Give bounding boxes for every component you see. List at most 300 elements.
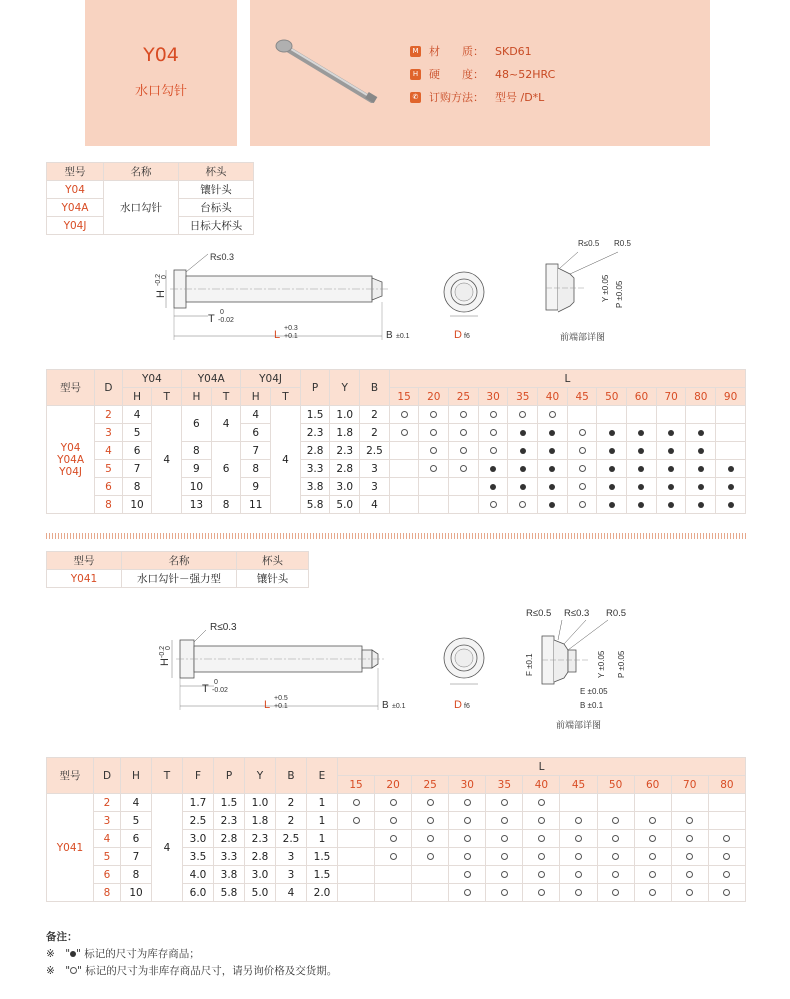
detail-caption: 前端部详图 [556, 720, 602, 730]
length-cell [627, 478, 657, 496]
note-text: " 标记的尺寸为非库存商品尺寸，请另询价格及交货期。 [77, 965, 338, 977]
stock-dot-icon [609, 484, 615, 490]
b-cell: 2 [276, 812, 307, 830]
note-prefix: ※ " [46, 948, 71, 960]
nonstock-circle-icon [612, 853, 619, 860]
length-cell [508, 442, 538, 460]
length-cell [508, 406, 538, 424]
th-l-value: 20 [419, 388, 449, 406]
nonstock-circle-icon [723, 871, 730, 878]
nonstock-circle-icon [579, 501, 586, 508]
length-cell [627, 496, 657, 514]
nonstock-circle-icon [686, 817, 693, 824]
f-cell: 6.0 [183, 884, 214, 902]
nonstock-circle-icon [649, 817, 656, 824]
detail-r2: R0.5 [614, 239, 631, 248]
nonstock-circle-icon [490, 447, 497, 454]
length-cell [634, 884, 671, 902]
y-cell: 5.0 [330, 496, 360, 514]
stock-dot-icon [638, 502, 644, 508]
b-cell: 3 [276, 866, 307, 884]
p-cell: 3.8 [300, 478, 330, 496]
th-l-value: 30 [478, 388, 508, 406]
length-cell [338, 848, 375, 866]
length-cell [656, 460, 686, 478]
th-d: D [95, 370, 123, 406]
length-cell [560, 848, 597, 866]
length-cell [597, 812, 634, 830]
head-cell: 镶针头 [237, 570, 309, 588]
length-cell [671, 812, 708, 830]
length-cell [478, 496, 508, 514]
pin-end-view [444, 272, 484, 316]
table2-subheader [47, 388, 746, 406]
stock-dot-icon [520, 484, 526, 490]
th-sub: H [241, 388, 271, 406]
detail-r3: R0.5 [606, 608, 627, 619]
th-l: L [389, 370, 745, 388]
d-cell: 5 [95, 460, 123, 478]
notes-title: 备注： [46, 931, 78, 943]
length-cell [486, 794, 523, 812]
section-divider [46, 533, 746, 539]
length-cell [567, 460, 597, 478]
detail-r1: R≤0.5 [526, 608, 552, 619]
stock-dot-icon [668, 484, 674, 490]
length-cell [597, 830, 634, 848]
note-text: " 标记的尺寸为库存商品； [76, 948, 200, 960]
stock-dot-icon [609, 448, 615, 454]
length-cell [486, 830, 523, 848]
length-cell [686, 460, 716, 478]
d-cell: 6 [95, 478, 123, 496]
nonstock-circle-icon [430, 447, 437, 454]
detail-r2: R≤0.3 [564, 608, 590, 619]
length-cell [538, 496, 568, 514]
f-cell: 4.0 [183, 866, 214, 884]
h-cell: 5 [122, 424, 152, 442]
length-cell [486, 812, 523, 830]
length-cell [419, 424, 449, 442]
length-cell [375, 794, 412, 812]
th-group-y04j: Y04J [241, 370, 300, 388]
col-model: 型号 [47, 163, 104, 181]
th-l-value: 25 [412, 776, 449, 794]
nonstock-circle-icon [538, 889, 545, 896]
d-label: D [454, 699, 462, 711]
length-cell [656, 424, 686, 442]
d-cell: 3 [94, 812, 121, 830]
h-cell: 5 [121, 812, 152, 830]
length-cell [538, 478, 568, 496]
pin-end-view [444, 638, 484, 684]
b-cell: 2 [360, 424, 390, 442]
nonstock-circle-icon [427, 799, 434, 806]
b-cell: 3 [360, 460, 390, 478]
table-row [47, 181, 254, 199]
length-cell [716, 478, 746, 496]
technical-drawing-1 [150, 239, 640, 350]
th-col: B [276, 758, 307, 794]
length-cell [627, 442, 657, 460]
nonstock-circle-icon [612, 889, 619, 896]
p-cell: 1.5 [214, 794, 245, 812]
stock-dot-icon [609, 466, 615, 472]
model-name-table [46, 162, 254, 235]
length-cell [567, 442, 597, 460]
nonstock-circle-icon [686, 835, 693, 842]
length-cell [597, 866, 634, 884]
nonstock-circle-icon [501, 817, 508, 824]
d-cell: 3 [95, 424, 123, 442]
phone-icon: ✆ [410, 92, 421, 103]
stock-dot-icon [698, 448, 704, 454]
nonstock-circle-icon [460, 429, 467, 436]
th-group-y04a: Y04A [182, 370, 241, 388]
size-table-y041 [46, 757, 746, 902]
table-row [47, 570, 309, 588]
col-head: 杯头 [237, 552, 309, 570]
d-cell: 2 [94, 794, 121, 812]
length-cell [449, 442, 479, 460]
length-cell [671, 884, 708, 902]
nonstock-circle-icon [575, 871, 582, 878]
e-cell: 1.5 [307, 848, 338, 866]
t-label: T [202, 683, 209, 695]
nonstock-circle-icon [575, 889, 582, 896]
length-cell [560, 830, 597, 848]
nonstock-circle-icon [723, 835, 730, 842]
stock-dot-icon [490, 466, 496, 472]
spec-material [410, 43, 532, 59]
length-cell [597, 478, 627, 496]
length-cell [412, 830, 449, 848]
length-cell [708, 848, 745, 866]
length-cell [508, 424, 538, 442]
h-cell: 6 [121, 830, 152, 848]
b-cell: 4 [276, 884, 307, 902]
h-cell: 8 [121, 866, 152, 884]
detail-caption: 前端部详图 [560, 332, 606, 342]
table-row [47, 442, 746, 460]
h-cell: 13 [182, 496, 212, 514]
stock-dot-icon [520, 466, 526, 472]
model-label: Y04J [59, 465, 82, 478]
length-cell [567, 496, 597, 514]
nonstock-circle-icon [501, 889, 508, 896]
h-cell: 7 [121, 848, 152, 866]
th-l-value: 60 [627, 388, 657, 406]
stock-dot-icon [638, 484, 644, 490]
p-cell: 3.3 [300, 460, 330, 478]
l-tol-top: +0.3 [284, 325, 298, 332]
size-table-y04 [46, 369, 746, 514]
table-row [47, 884, 746, 902]
h-cell: 10 [121, 884, 152, 902]
y-cell: 3.0 [245, 866, 276, 884]
th-l-value: 50 [597, 776, 634, 794]
model-cell: Y041 [47, 570, 122, 588]
length-cell [389, 424, 419, 442]
table-row [47, 496, 746, 514]
length-cell [389, 406, 419, 424]
table-row [47, 794, 746, 812]
y-cell: 1.8 [330, 424, 360, 442]
length-cell [338, 794, 375, 812]
nonstock-circle-icon [649, 835, 656, 842]
d-cell: 8 [94, 884, 121, 902]
th-l-value: 70 [656, 388, 686, 406]
length-cell [671, 830, 708, 848]
length-cell [508, 460, 538, 478]
spec-label: 订购方法： [429, 91, 484, 104]
length-cell [478, 406, 508, 424]
p-cell: 2.8 [300, 442, 330, 460]
length-cell [671, 848, 708, 866]
stock-dot-icon [549, 484, 555, 490]
th-col: F [183, 758, 214, 794]
nonstock-circle-icon [612, 835, 619, 842]
e-cell: 1.5 [307, 866, 338, 884]
length-cell [597, 848, 634, 866]
b-label: B [382, 700, 389, 711]
stock-dot-icon [549, 466, 555, 472]
length-cell [449, 406, 479, 424]
length-cell [338, 884, 375, 902]
h-tol-top: 0 [161, 275, 168, 279]
stock-dot-icon [728, 502, 734, 508]
r-label: R≤0.3 [210, 252, 234, 262]
table-row [47, 478, 746, 496]
stock-dot-icon [638, 430, 644, 436]
l-label: L [264, 699, 271, 711]
nonstock-circle-icon [538, 835, 545, 842]
length-cell [412, 884, 449, 902]
detail-p: P ±0.05 [615, 280, 624, 308]
h-cell: 7 [241, 442, 271, 460]
length-cell [716, 460, 746, 478]
nonstock-circle-icon [401, 411, 408, 418]
p-cell: 5.8 [300, 496, 330, 514]
stock-dot-icon [638, 466, 644, 472]
note-line-stock [46, 946, 337, 963]
l-tol-top: +0.5 [274, 695, 288, 702]
length-cell [523, 866, 560, 884]
nonstock-circle-icon [575, 853, 582, 860]
t-cell: 6 [211, 442, 241, 496]
nonstock-circle-icon [464, 889, 471, 896]
length-cell [538, 442, 568, 460]
length-cell [597, 884, 634, 902]
length-cell [389, 478, 419, 496]
b-tol: ±0.1 [392, 703, 406, 710]
th-l-value: 35 [486, 776, 523, 794]
nonstock-circle-icon [460, 411, 467, 418]
f-cell: 1.7 [183, 794, 214, 812]
length-cell [716, 406, 746, 424]
f-cell: 3.0 [183, 830, 214, 848]
b-label: B [386, 330, 393, 341]
h-cell: 6 [241, 424, 271, 442]
d-cell: 5 [94, 848, 121, 866]
length-cell [419, 478, 449, 496]
th-group-y04: Y04 [122, 370, 181, 388]
y-cell: 2.3 [330, 442, 360, 460]
length-cell [597, 794, 634, 812]
length-cell [478, 478, 508, 496]
length-cell [708, 794, 745, 812]
length-cell [412, 794, 449, 812]
nonstock-circle-icon [430, 429, 437, 436]
table-row [47, 848, 746, 866]
detail-b: B ±0.1 [580, 701, 604, 710]
nonstock-circle-icon [649, 871, 656, 878]
th-col: Y [245, 758, 276, 794]
length-cell [449, 812, 486, 830]
length-cell [375, 812, 412, 830]
h-cell: 9 [182, 460, 212, 478]
h-cell: 10 [182, 478, 212, 496]
b-cell: 2 [276, 794, 307, 812]
stock-dot-icon [520, 430, 526, 436]
note-prefix: ※ " [46, 965, 71, 977]
length-cell [338, 866, 375, 884]
th-l-value: 70 [671, 776, 708, 794]
length-cell [597, 460, 627, 478]
y-cell: 1.0 [245, 794, 276, 812]
y-cell: 5.0 [245, 884, 276, 902]
length-cell [656, 478, 686, 496]
nonstock-circle-icon [464, 835, 471, 842]
length-cell [508, 478, 538, 496]
length-cell [686, 442, 716, 460]
th-model: 型号 [47, 758, 94, 794]
d-label: D [454, 329, 462, 341]
length-cell [419, 496, 449, 514]
length-cell [508, 496, 538, 514]
length-cell [486, 866, 523, 884]
nonstock-circle-icon [430, 411, 437, 418]
b-cell: 2 [360, 406, 390, 424]
length-cell [708, 812, 745, 830]
y-cell: 2.8 [245, 848, 276, 866]
length-cell [375, 884, 412, 902]
nonstock-circle-icon [460, 447, 467, 454]
h-label: H [159, 658, 171, 666]
l-tol-bottom: +0.1 [274, 703, 288, 710]
nonstock-circle-icon [490, 411, 497, 418]
th-l-value: 30 [449, 776, 486, 794]
stock-dot-icon [668, 430, 674, 436]
length-cell [523, 794, 560, 812]
stock-dot-icon [609, 430, 615, 436]
material-icon: M [410, 46, 421, 57]
p-cell: 3.3 [214, 848, 245, 866]
length-cell [375, 830, 412, 848]
p-cell: 2.8 [214, 830, 245, 848]
length-cell [389, 496, 419, 514]
y-cell: 1.0 [330, 406, 360, 424]
length-cell [449, 866, 486, 884]
th-l-value: 40 [538, 388, 568, 406]
nonstock-circle-icon [579, 465, 586, 472]
h-cell: 4 [121, 794, 152, 812]
nonstock-circle-icon [575, 817, 582, 824]
length-cell [449, 848, 486, 866]
hardness-icon: H [410, 69, 421, 80]
nonstock-circle-icon [549, 411, 556, 418]
r-label: R≤0.3 [210, 622, 237, 633]
th-l-value: 20 [375, 776, 412, 794]
name-cell: 水口勾针 [104, 181, 179, 235]
length-cell [634, 866, 671, 884]
b-cell: 3 [360, 478, 390, 496]
nonstock-circle-icon [427, 853, 434, 860]
stock-dot-icon [638, 448, 644, 454]
nonstock-circle-icon [390, 817, 397, 824]
length-cell [449, 830, 486, 848]
product-spec-card [250, 0, 710, 146]
table-row [47, 830, 746, 848]
model-cell: Y04A [47, 199, 104, 217]
length-cell [627, 424, 657, 442]
length-cell [560, 866, 597, 884]
spec-value: 48~52HRC [495, 67, 556, 81]
length-cell [634, 812, 671, 830]
length-cell [538, 460, 568, 478]
e-cell: 2.0 [307, 884, 338, 902]
h-cell: 4 [122, 406, 152, 424]
d-cell: 4 [95, 442, 123, 460]
nonstock-circle-icon [538, 871, 545, 878]
length-cell [560, 884, 597, 902]
length-cell [538, 424, 568, 442]
model-cell: Y04 [47, 181, 104, 199]
d-tol: f6 [464, 333, 470, 340]
pin-side-view [166, 254, 390, 340]
h-cell: 8 [122, 478, 152, 496]
length-cell [389, 442, 419, 460]
t-cell: 4 [211, 406, 241, 442]
f-cell: 2.5 [183, 812, 214, 830]
l-label: L [274, 329, 281, 341]
stock-dot-icon [698, 466, 704, 472]
length-cell [627, 406, 657, 424]
stock-dot-icon [549, 502, 555, 508]
length-cell [567, 478, 597, 496]
name-cell: 水口勾针－强力型 [122, 570, 237, 588]
nonstock-circle-icon [460, 465, 467, 472]
length-cell [634, 848, 671, 866]
e-cell: 1 [307, 794, 338, 812]
th-l-value: 50 [597, 388, 627, 406]
length-cell [486, 884, 523, 902]
stock-dot-icon [728, 466, 734, 472]
model-cell [47, 406, 95, 514]
length-cell [567, 406, 597, 424]
nonstock-circle-icon [464, 871, 471, 878]
length-cell [419, 460, 449, 478]
length-cell [708, 830, 745, 848]
t-cell: 8 [211, 496, 241, 514]
th-l-value: 90 [716, 388, 746, 406]
table-row [47, 812, 746, 830]
t-tol-top: 0 [214, 679, 218, 686]
h-cell: 7 [122, 460, 152, 478]
length-cell [634, 794, 671, 812]
th-l-value: 60 [634, 776, 671, 794]
length-cell [716, 496, 746, 514]
